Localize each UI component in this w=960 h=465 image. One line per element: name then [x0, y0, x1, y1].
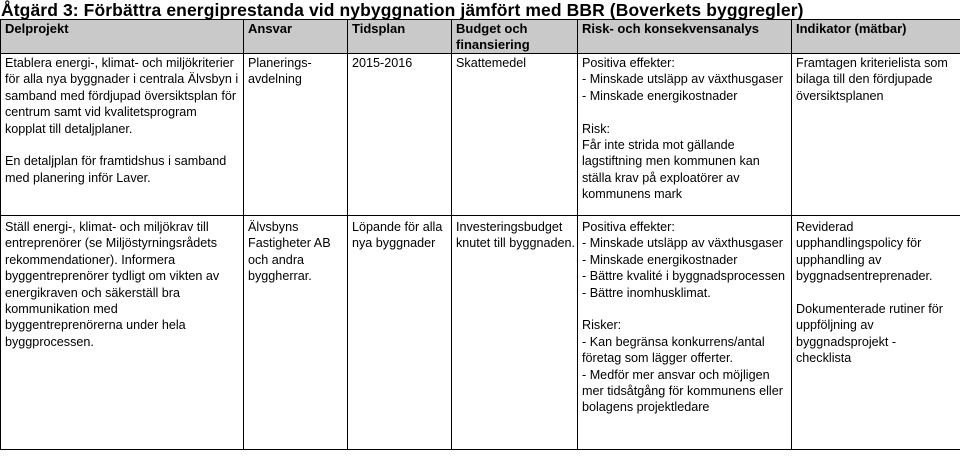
cell-delprojekt [1, 216, 244, 450]
cell-indikator [792, 216, 960, 450]
cell-text-line: bilaga till den fördjupade [796, 72, 933, 87]
cell-text-line: och andra [248, 252, 305, 267]
cell-text-line: kopplat till detaljplaner. [5, 121, 133, 136]
cell-text-line: Risk: [582, 121, 610, 136]
table-row [1, 54, 960, 216]
header-risk: Risk- och konsekvensanalys [578, 20, 792, 54]
cell-risk [578, 54, 792, 216]
cell-text-line: - Minskade utsläpp av växthusgaser [582, 72, 783, 87]
cell-text-line: Etablera energi-, klimat- och miljökriterier [5, 56, 234, 70]
cell-spacer [582, 301, 787, 317]
cell-text-line: Får inte strida mot gällande [582, 138, 735, 153]
cell-text-line: Skattemedel [456, 56, 527, 70]
header-delprojekt: Delprojekt [1, 20, 244, 54]
header-ansvar: Ansvar [244, 20, 348, 54]
cell-text-line: energikraven och säkerställ bra [5, 285, 181, 300]
cell-text-line: översiktsplanen [796, 88, 884, 103]
cell-text-line: upphandlingspolicy för [796, 236, 922, 251]
cell-budget [452, 216, 578, 450]
cell-text-line: kommunikation med [5, 302, 118, 317]
cell-text-line: Älvsbyns [248, 220, 299, 234]
cell-text-line: bolagens projektledare [582, 400, 710, 415]
cell-text-line: Positiva effekter: [582, 220, 675, 234]
cell-text-line: byggherrar. [248, 269, 312, 284]
cell-text-line: byggentreprenörer tydligt om vikten av [5, 269, 220, 284]
cell-risk [578, 216, 792, 450]
cell-text-line: knutet till byggnaden. [456, 236, 576, 251]
cell-text-line: ställa krav på exploatörer av [582, 170, 740, 185]
cell-text-line: samband med fördjupad översiktsplan för [5, 88, 237, 103]
cell-text-line: - Kan begränsa konkurrens/antal [582, 334, 765, 349]
cell-text-line: 2015-2016 [352, 56, 413, 70]
cell-text-line: centrum samt vid kvalitetsprogram [5, 105, 197, 120]
cell-text-line: - Minskade energikostnader [582, 88, 738, 103]
document-title: Åtgärd 3: Förbättra energiprestanda vid nybyggnation jämfört med BBR (Boverkets byggregler) [1, 0, 804, 20]
cell-text-line: Positiva effekter: [582, 56, 675, 70]
cell-text-line: byggprocessen. [5, 334, 94, 349]
cell-text-line: Planerings- [248, 56, 312, 70]
action-table [0, 19, 960, 450]
cell-text-line: En detaljplan för framtidshus i samband [5, 154, 227, 169]
cell-text-line: nya byggnader [352, 236, 436, 251]
cell-text-line: - Bättre inomhusklimat. [582, 285, 711, 300]
cell-text-line: checklista [796, 351, 852, 366]
cell-spacer [5, 137, 239, 153]
cell-text-line: Risker: [582, 318, 622, 333]
cell-text-line: mer tidsåtgång för kommunens eller [582, 384, 783, 399]
cell-text-line: - Minskade energikostnader [582, 252, 738, 267]
table-row [1, 216, 960, 450]
cell-ansvar [244, 216, 348, 450]
cell-text-line: Framtagen kriterielista som [796, 56, 948, 70]
table-header-row [1, 20, 960, 54]
cell-tidsplan [348, 216, 452, 450]
cell-delprojekt [1, 54, 244, 216]
header-budget-line-2: finansiering [456, 37, 530, 52]
cell-text-line: upphandling av [796, 252, 882, 267]
cell-text-line: för alla nya byggnader i centrala Älvsbyn i [5, 72, 239, 87]
cell-spacer [796, 285, 956, 301]
cell-text-line: byggnadsprojekt - [796, 334, 897, 349]
cell-tidsplan [348, 54, 452, 216]
header-indikator: Indikator (mätbar) [792, 20, 960, 54]
cell-ansvar [244, 54, 348, 216]
header-tidsplan: Tidsplan [348, 20, 452, 54]
cell-text-line: - Medför mer ansvar och möjligen [582, 367, 770, 382]
cell-indikator [792, 54, 960, 216]
cell-text-line: uppföljning av [796, 318, 874, 333]
cell-text-line: byggnadsentreprenader. [796, 269, 933, 284]
header-budget-line-1: Budget och [456, 21, 528, 36]
cell-text-line: lagstiftning men kommunen kan [582, 154, 760, 169]
cell-text-line: företag som lägger offerter. [582, 351, 733, 366]
cell-text-line: kommunens mark [582, 187, 683, 202]
cell-text-line: - Bättre kvalité i byggnadsprocessen [582, 269, 786, 284]
cell-text-line: entreprenörer (se Miljöstyrningsrådets [5, 236, 218, 251]
cell-text-line: - Minskade utsläpp av växthusgaser [582, 236, 783, 251]
cell-text-line: Löpande för alla [352, 220, 443, 234]
cell-text-line: byggentreprenörerna under hela [5, 318, 186, 333]
cell-text-line: Reviderad [796, 220, 854, 234]
cell-text-line: med planering inför Laver. [5, 170, 151, 185]
cell-text-line: Ställ energi-, klimat- och miljökrav till [5, 220, 209, 234]
header-budget [452, 20, 578, 54]
cell-text-line: Investeringsbudget [456, 220, 563, 234]
cell-text-line: Fastigheter AB [248, 236, 331, 251]
cell-spacer [582, 104, 787, 120]
cell-text-line: Dokumenterade rutiner för [796, 302, 943, 317]
cell-budget [452, 54, 578, 216]
cell-text-line: avdelning [248, 72, 302, 87]
cell-text-line: rekommendationer). Informera [5, 252, 176, 267]
